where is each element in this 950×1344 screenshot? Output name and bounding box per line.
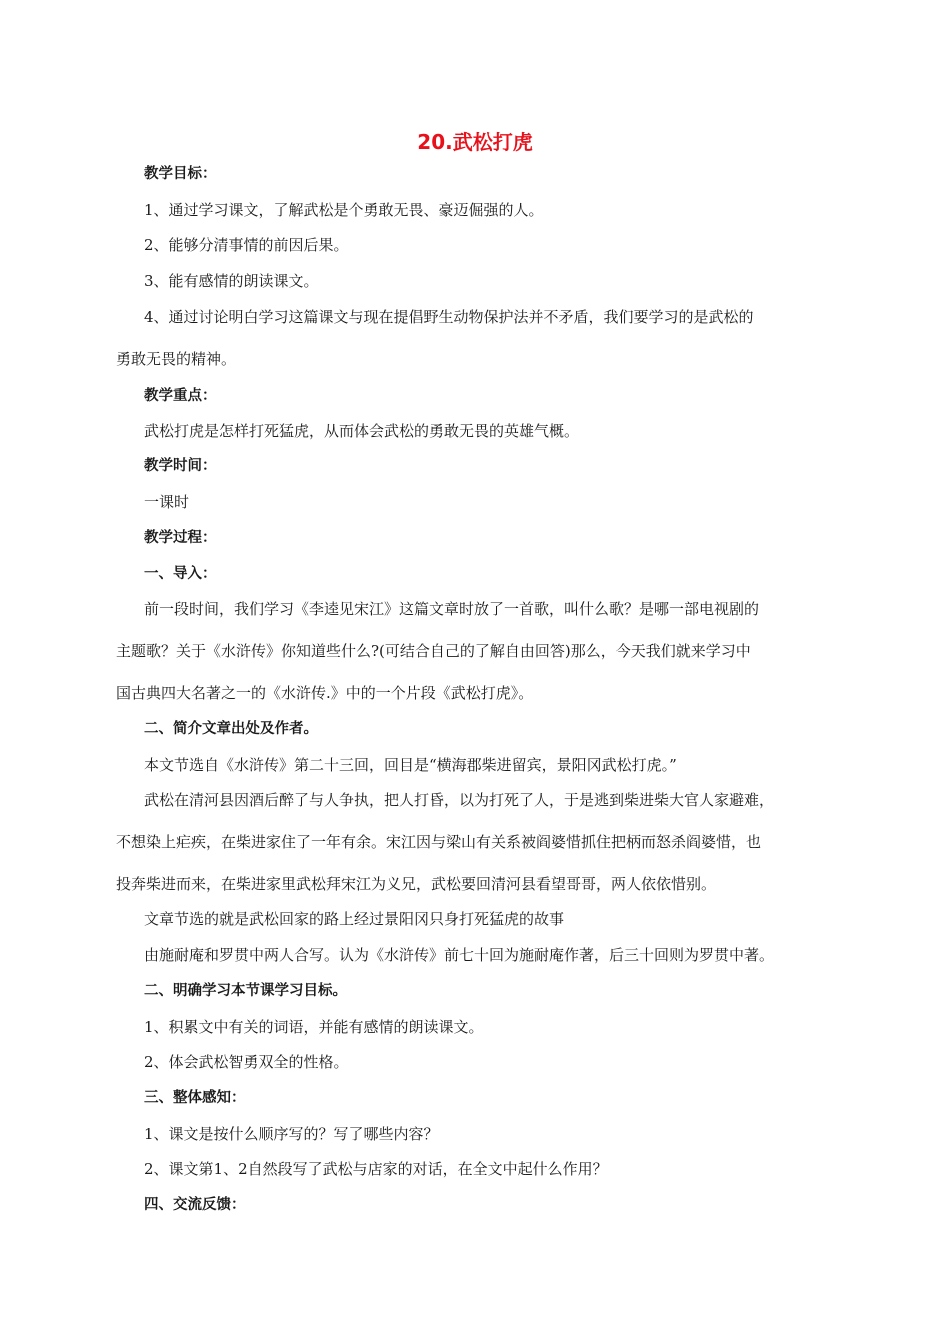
perceive-heading: 三、整体感知： bbox=[144, 1090, 246, 1106]
study-goal-item: 2、体会武松智勇双全的性格。 bbox=[144, 1053, 349, 1071]
intro-heading: 一、导入： bbox=[144, 566, 217, 582]
source-heading: 二、简介文章出处及作者。 bbox=[144, 721, 318, 737]
goals-heading: 教学目标： bbox=[144, 166, 217, 182]
perceive-item: 1、课文是按什么顺序写的？写了哪些内容？ bbox=[144, 1125, 439, 1143]
time-heading: 教学时间： bbox=[144, 458, 217, 474]
focus-heading: 教学重点： bbox=[144, 388, 217, 404]
perceive-item: 2、课文第1、2自然段写了武松与店家的对话，在全文中起什么作用？ bbox=[144, 1160, 608, 1178]
intro-line: 主题歌？关于《水浒传》你知道些什么?(可结合自己的了解自由回答)那么，今天我们就来学习中 bbox=[116, 642, 751, 660]
source-line: 文章节选的就是武松回家的路上经过景阳冈只身打死猛虎的故事 bbox=[144, 910, 565, 928]
goal-item: 3、能有感情的朗读课文。 bbox=[144, 272, 319, 290]
goal-item: 1、通过学习课文，了解武松是个勇敢无畏、豪迈倔强的人。 bbox=[144, 201, 544, 219]
process-heading: 教学过程： bbox=[144, 530, 217, 546]
source-line: 投奔柴进而来，在柴进家里武松拜宋江为义兄，武松要回清河县看望哥哥，两人依依惜别。 bbox=[116, 875, 717, 893]
goal-item-continued: 勇敢无畏的精神。 bbox=[116, 350, 237, 368]
source-line: 本文节选自《水浒传》第二十三回，回目是“横海郡柴进留宾，景阳冈武松打虎。” bbox=[144, 756, 677, 774]
intro-line: 前一段时间，我们学习《李逵见宋江》这篇文章时放了一首歌，叫什么歌？是哪一部电视剧的 bbox=[144, 600, 760, 618]
goal-item: 4、通过讨论明白学习这篇课文与现在提倡野生动物保护法并不矛盾，我们要学习的是武松的 bbox=[144, 308, 754, 326]
study-goals-heading: 二、明确学习本节课学习目标。 bbox=[144, 983, 347, 999]
study-goal-item: 1、积累文中有关的词语，并能有感情的朗读课文。 bbox=[144, 1018, 484, 1036]
time-text: 一课时 bbox=[144, 493, 190, 511]
intro-line: 国古典四大名著之一的《水浒传.》中的一个片段《武松打虎》。 bbox=[116, 684, 534, 702]
goal-item: 2、能够分清事情的前因后果。 bbox=[144, 236, 349, 254]
source-line: 由施耐庵和罗贯中两人合写。认为《水浒传》前七十回为施耐庵作著，后三十回则为罗贯中著。 bbox=[144, 946, 775, 964]
source-line: 武松在清河县因酒后醉了与人争执，把人打昏，以为打死了人，于是逃到柴进柴大官人家避难， bbox=[144, 791, 775, 809]
document-title: 20.武松打虎 bbox=[417, 130, 533, 154]
feedback-heading: 四、交流反馈： bbox=[144, 1197, 246, 1213]
source-line: 不想染上疟疾，在柴进家住了一年有余。宋江因与梁山有关系被阎婆惜抓住把柄而怒杀阎婆惜，也 bbox=[116, 833, 762, 851]
focus-text: 武松打虎是怎样打死猛虎，从而体会武松的勇敢无畏的英雄气概。 bbox=[144, 422, 580, 440]
